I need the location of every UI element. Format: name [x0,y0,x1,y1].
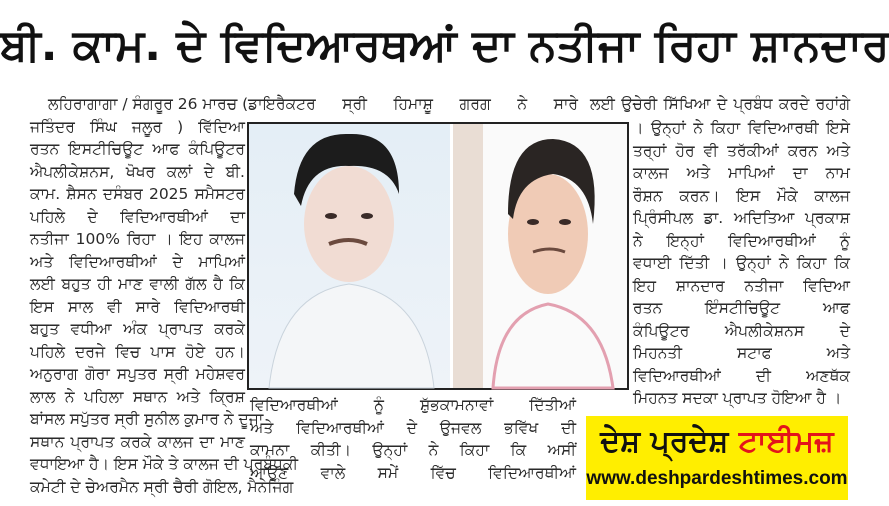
text-line: ਮਿਹਨਤੀ ਸਟਾਫ ਅਤੇ [633,344,850,362]
headline: ਬੀ. ਕਾਮ. ਦੇ ਵਿਦਿਆਰਥਆਂ ਦਾ ਨਤੀਜਾ ਰਿਹਾ ਸ਼ਾਨਦਾਰ [0,20,889,71]
text-line: ਇਹ ਸ਼ਾਨਦਾਰ ਨਤੀਜਾ ਵਿਦਿਆ [633,276,850,295]
text-line: ਕਮੇਟੀ ਦੇ ਚੇਅਰਮੈਨ ਸ੍ਰੀ ਚੈਰੀ ਗੋਇਲ, ਮੈਨੇਜਿੰਗ [30,477,294,496]
logo-title-black: ਦੇਸ਼ ਪ੍ਰਦੇਸ਼ [600,424,729,459]
text-line: ਵਿਦਿਆਰਥੀਆਂ ਨੂੰ ਸ਼ੁੱਭਕਾਮਨਾਵਾਂ ਦਿੱਤੀਆਂ [250,396,576,414]
article-column-1 [30,93,298,498]
logo-title [586,422,848,462]
text-line: ਰਤਨ ਇਸਟੀਚਿਊਟ ਆਫ ਕੰਪਿਊਟਰ [30,140,245,158]
text-line: ਰੌਸ਼ਨ ਕਰਨ। ਇਸ ਮੌਕੇ ਕਾਲਜ [633,186,850,205]
text-line: ਅਤੇ ਵਿਦਿਆਰਥੀਆਂ ਦੇ ਮਾਪਿਆਂ [30,252,245,271]
logo-url: www.deshpardeshtimes.com [586,468,848,489]
text-line: ਤਰ੍ਹਾਂ ਹੋਰ ਵੀ ਤਰੱਕੀਆਂ ਕਰਨ ਅਤੇ [633,141,850,160]
text-line: ਡਾਇਰੈਕਟਰ ਸ੍ਰੀ ਹਿਮਾਸ਼ੂ ਗਰਗ ਨੇ ਸਾਰੇ [248,95,578,113]
article-column-2-bottom [250,394,576,484]
text-line: ਪ੍ਰਿੰਸੀਪਲ ਡਾ. ਅਦਿਤਿਆ ਪ੍ਰਕਾਸ਼ [633,209,850,227]
text-line: ਕੰਪਿਊਟਰ ਐਪਲੀਕੇਸ਼ਨਸ ਦੇ [633,321,850,340]
text-line: ਕਾਮ. ਸ਼ੈਸਨ ਦਸੰਬਰ 2025 ਸਮੈਸਟਰ [30,185,245,203]
student-photos [247,122,629,390]
text-line: ਪਹਿਲੇ ਦੇ ਵਿਦਿਆਰਥੀਆਂ ਦਾ [30,207,245,226]
text-line: ਪਹਿਲੇ ਦਰਜੇ ਵਿਚ ਪਾਸ ਹੋਏ ਹਨ। [30,342,245,361]
text-line: ਕਾਲਜ ਅਤੇ ਮਾਪਿਆਂ ਦਾ ਨਾਮ [633,164,850,182]
text-line: ਇਸ ਸਾਲ ਵੀ ਸਾਰੇ ਵਿਦਿਆਰਥੀ [30,297,245,316]
article-column-2-top [248,93,578,116]
text-line: ਲਈ ਬਹੁਤ ਹੀ ਮਾਣ ਵਾਲੀ ਗੱਲ ਹੈ ਕਿ [30,275,245,293]
text-line: ਲਈ ਉਚੇਰੀ ਸਿੱਖਿਆ ਦੇ ਪ੍ਰਬੰਧ ਕਰਦੇ ਰਹਾਂਗੇ [590,95,850,113]
text-line: ਲਹਿਰਾਗਾਗਾ / ਸੰਗਰੂਰ 26 ਮਾਰਚ ( [48,95,249,113]
text-line: ਬਹੁਤ ਵਧੀਆ ਅੰਕ ਪ੍ਰਾਪਤ ਕਰਕੇ [30,320,245,338]
text-line: ਆਉਣ ਵਾਲੇ ਸਮੇਂ ਵਿੱਚ ਵਿਦਿਆਰਥੀਆਂ [250,463,576,482]
text-line: ਰਤਨ ਇੰਸਟੀਚਿਊਟ ਆਫ [633,299,850,317]
text-line: । ਉਨ੍ਹਾਂ ਨੇ ਕਿਹਾ ਵਿਦਿਆਰਥੀ ਇਸੇ [633,119,850,137]
desh-pardesh-times-logo [586,416,848,500]
article-column-3 [633,117,850,410]
article-column-3-top [590,93,850,116]
text-line: ਵਧਾਈ ਦਿੱਤੀ । ਉਨ੍ਹਾਂ ਨੇ ਕਿਹਾ ਕਿ [633,254,850,272]
text-line: ਨਤੀਜਾ 100% ਰਿਹਾ । ਇਹ ਕਾਲਜ [30,230,245,248]
text-line: ਨੇ ਇਨ੍ਹਾਂ ਵਿਦਿਆਰਥੀਆਂ ਨੂੰ [633,231,850,250]
text-line: ਅਤੇ ਵਿਦਿਆਰਥੀਆਂ ਦੇ ਉਜਵਲ ਭਵਿੱਖ ਦੀ [250,418,576,437]
text-line: ਵਧਾਇਆ ਹੈ। ਇਸ ਮੌਕੇ ਤੇ ਕਾਲਜ ਦੀ ਪ੍ਰਬੰਧਕੀ [30,455,298,473]
student-photo-1 [249,124,450,388]
text-line: ਸਥਾਨ ਪ੍ਰਾਪਤ ਕਰਕੇ ਕਾਲਜ ਦਾ ਮਾਣ [30,432,245,451]
text-line: ਮਿਹਨਤ ਸਦਕਾ ਪ੍ਰਾਪਤ ਹੋਇਆ ਹੈ । [633,389,842,407]
text-line: ਜਤਿੰਦਰ ਸਿੰਘ ਜਲੂਰ ) ਵਿੱਦਿਆ [30,117,245,136]
text-line: ਬਾਂਸਲ ਸਪੁੱਤਰ ਸ੍ਰੀ ਸੁਨੀਲ ਕੁਮਾਰ ਨੇ ਦੂਜਾ [30,410,264,428]
text-line: ਐਪਲੀਕੇਸ਼ਨਸ, ਖੋਖਰ ਕਲਾਂ ਦੇ ਬੀ. [30,162,245,181]
text-line: ਵਿਦਿਆਰਥੀਆਂ ਦੀ ਅਣਥੱਕ [633,366,850,385]
text-line: ਕਾਮਨਾ ਕੀਤੀ। ਉਨ੍ਹਾਂ ਨੇ ਕਿਹਾ ਕਿ ਅਸੀਂ [250,441,576,459]
logo-title-red: ਟਾਈਮਜ਼ [738,424,834,459]
student-photo-2 [453,124,627,388]
text-line: ਅਨੁਰਾਗ ਗੋਰਾ ਸਪੁਤਰ ਸ੍ਰੀ ਮਹੇਸ਼ਵਰ [30,365,245,383]
text-line: ਲਾਲ ਨੇ ਪਹਿਲਾ ਸਥਾਨ ਅਤੇ ਕ੍ਰਿਸ਼ [30,387,245,406]
